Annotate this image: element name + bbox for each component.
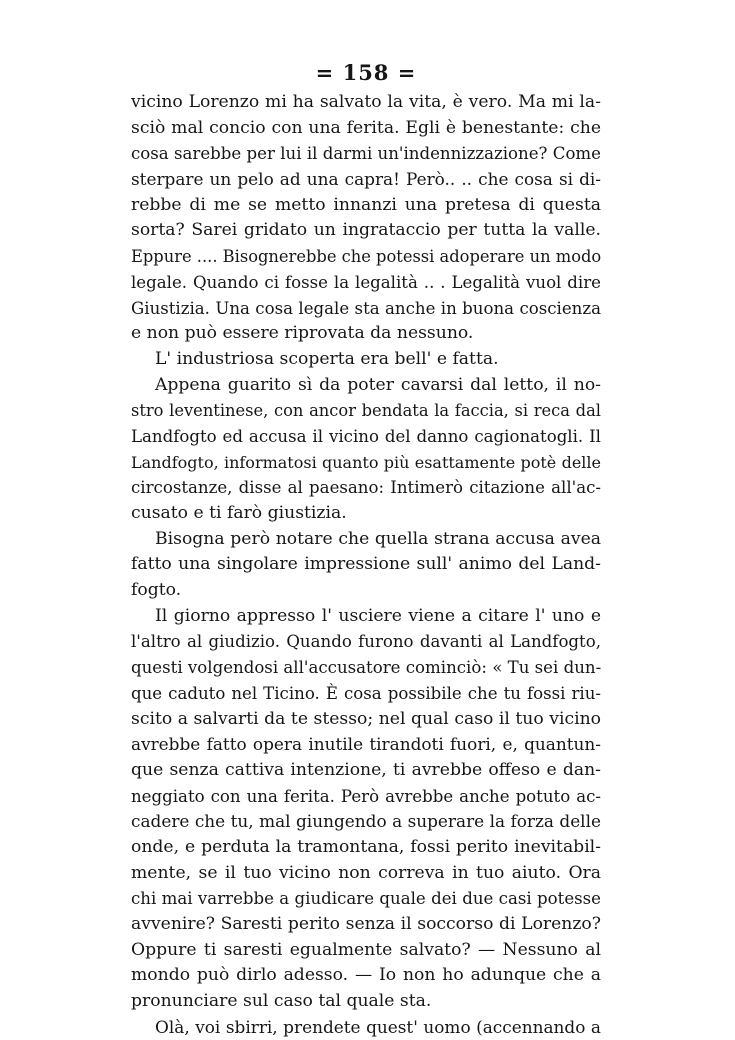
- text-line: avvenire? Saresti perito senza il soccorso di Lorenzo?: [131, 914, 601, 934]
- text-line: que caduto nel Ticino. È cosa possibile che tu fossi riu-: [131, 683, 601, 703]
- text-line: circostanze, disse al paesano: Intimerò citazione all'ac-: [131, 478, 601, 498]
- text-line: e non può essere riprovata da nessuno.: [131, 323, 474, 344]
- page-text: [131, 90, 601, 1040]
- text-line: Oppure ti saresti egualmente salvato? — Nessuno al: [131, 939, 601, 960]
- book-page: [131, 56, 601, 1040]
- text-line: Giustizia. Una cosa legale sta anche in buona coscienza: [131, 298, 601, 318]
- text-line: Il giorno appresso l' usciere viene a citare l' uno e: [155, 605, 601, 626]
- text-line: fatto una singolare impressione sull' animo del Land-: [131, 554, 601, 575]
- text-line: neggiato con una ferita. Però avrebbe anche potuto ac-: [131, 786, 601, 806]
- text-line: cadere che tu, mal giungendo a superare la forza delle: [131, 811, 601, 832]
- text-line: l'altro al giudizio. Quando furono davanti al Landfogto,: [131, 632, 601, 652]
- text-line: cusato e ti farò giustizia.: [131, 503, 347, 523]
- text-line: chi mai varrebbe a giudicare quale dei due casi potesse: [131, 889, 601, 909]
- text-line: Landfogto, informatosi quanto più esattamente potè delle: [131, 452, 601, 472]
- text-line: Appena guarito sì da poter cavarsi dal letto, il no-: [155, 374, 601, 395]
- text-line: Eppure .... Bisognerebbe che potessi adoperare un modo: [131, 247, 602, 267]
- text-line: vicino Lorenzo mi ha salvato la vita, è vero. Ma mi la-: [131, 92, 601, 112]
- text-line: stro leventinese, con ancor bendata la faccia, si reca dal: [131, 401, 601, 421]
- text-line: rebbe di me se metto innanzi una pretesa di questa: [131, 194, 601, 215]
- text-line: pronunciare sul caso tal quale sta.: [131, 991, 432, 1012]
- text-line: sciò mal concio con una ferita. Egli è benestante: che: [131, 117, 601, 138]
- text-line: legale. Quando ci fosse la legalità .. . Legalità vuol dire: [131, 272, 601, 292]
- text-line: mente, se il tuo vicino non correva in tuo aiuto. Ora: [131, 862, 601, 883]
- text-line: Bisogna però notare che quella strana accusa avea: [155, 528, 601, 549]
- page-number: = 158 =: [315, 60, 417, 85]
- text-line: que senza cattiva intenzione, ti avrebbe offeso e dan-: [131, 759, 601, 780]
- text-line: L' industriosa scoperta era bell' e fatta.: [155, 348, 499, 369]
- text-line: fogto.: [131, 580, 182, 601]
- text-line: sorta? Sarei gridato un ingrataccio per tutta la valle.: [131, 220, 601, 241]
- text-line: scito a salvarti da te stesso; nel qual caso il tuo vicino: [131, 708, 601, 729]
- text-line: questi volgendosi all'accusatore cominciò: « Tu sei dun-: [131, 658, 602, 678]
- text-line: Landfogto ed accusa il vicino del danno cagionatogli. Il: [131, 426, 601, 446]
- text-line: Olà, voi sbirri, prendete quest' uomo (accennando a: [155, 1016, 601, 1037]
- text-line: sterpare un pelo ad una capra! Però.. .. che cosa si di-: [131, 169, 601, 190]
- text-line: mondo può dirlo adesso. — Io non ho adunque che a: [131, 965, 601, 986]
- text-line: cosa sarebbe per lui il darmi un'indennizzazione? Come: [131, 144, 601, 164]
- text-line: avrebbe fatto opera inutile tirandoti fuori, e, quantun-: [131, 734, 601, 755]
- text-line: onde, e perduta la tramontana, fossi perito inevitabil-: [131, 836, 601, 857]
